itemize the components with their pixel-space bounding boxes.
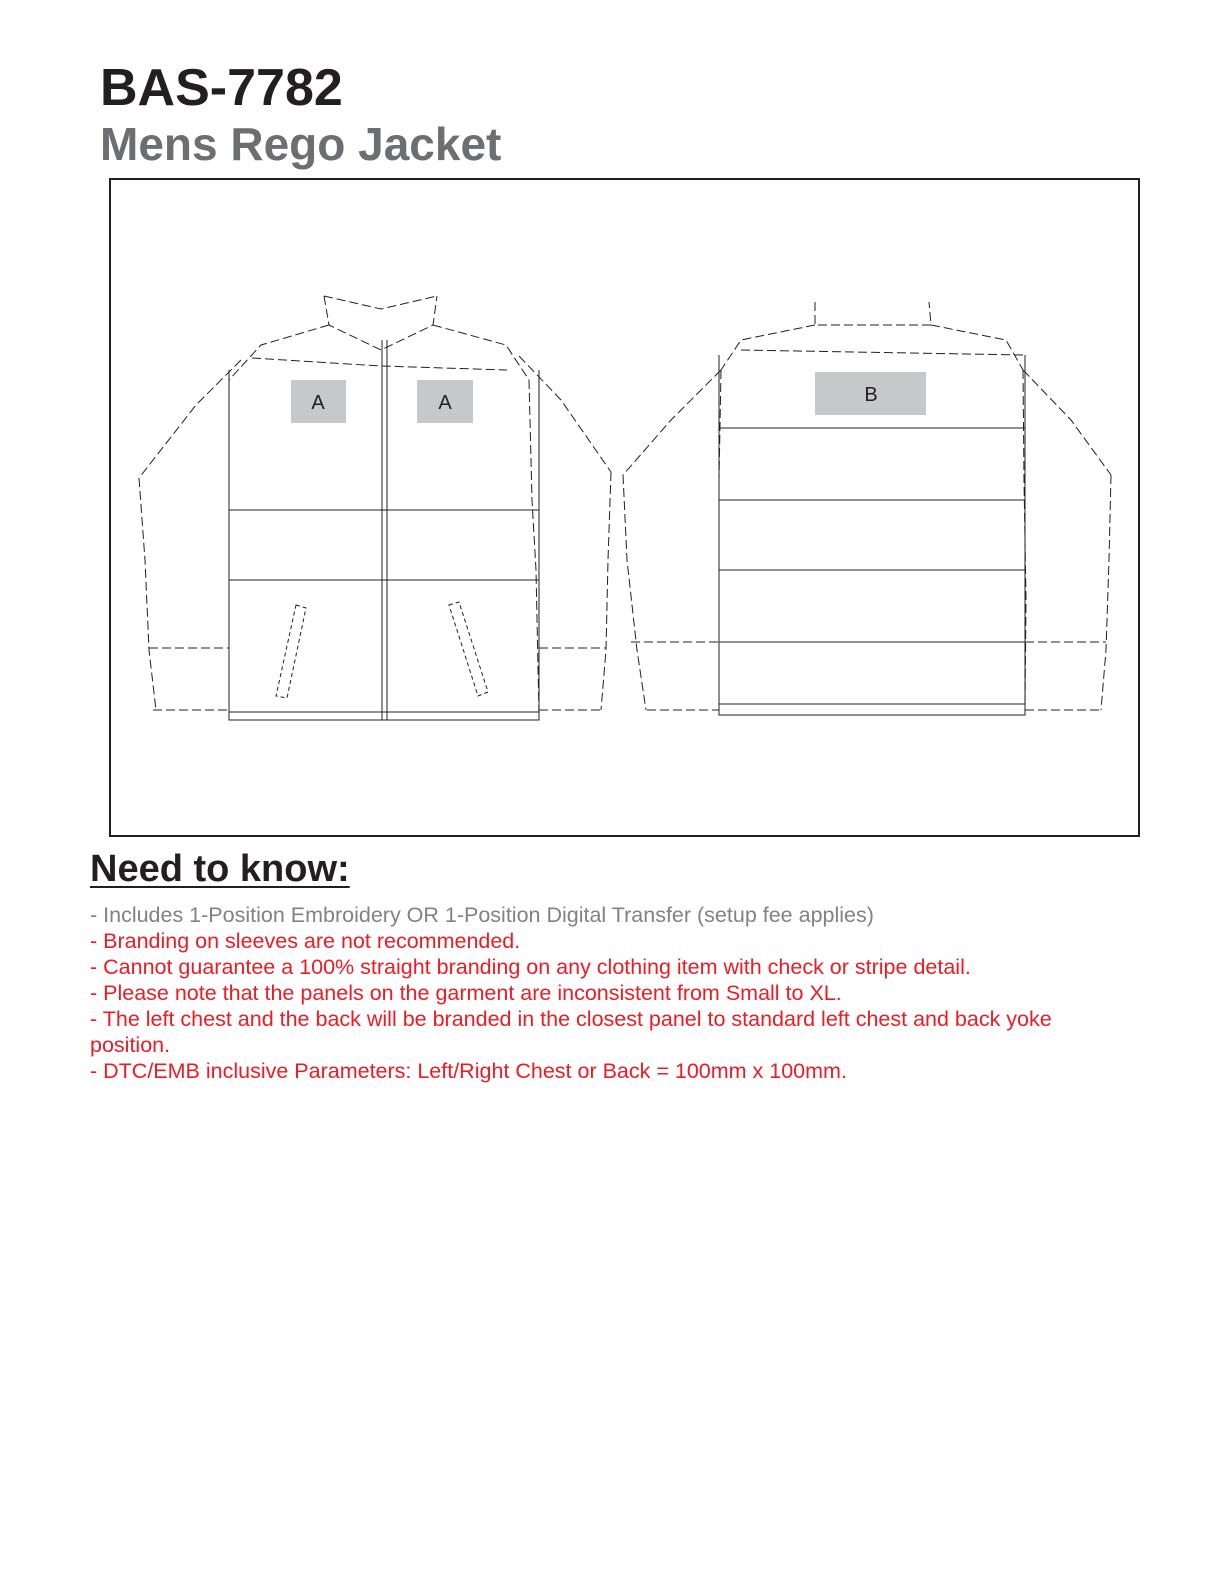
- note-item: - Please note that the panels on the garment are inconsistent from Small to XL.: [90, 981, 842, 1005]
- position-a-left-label: A: [311, 392, 325, 414]
- jacket-back-view: [623, 302, 1111, 710]
- note-item: - DTC/EMB inclusive Parameters: Left/Right Chest or Back = 100mm x 100mm.: [90, 1059, 847, 1083]
- position-b-label: B: [864, 384, 878, 406]
- need-to-know-heading: Need to know:: [90, 848, 350, 890]
- note-item: - Includes 1-Position Embroidery OR 1-Position Digital Transfer (setup fee applies): [90, 903, 874, 927]
- note-item: - The left chest and the back will be branded in the closest panel to standard left chest and back yoke position.: [90, 1007, 1052, 1057]
- product-code: BAS-7782: [100, 59, 343, 117]
- product-name: Mens Rego Jacket: [100, 118, 502, 170]
- position-a-right-label: A: [438, 392, 452, 414]
- jacket-front-view: [139, 296, 611, 715]
- note-item: - Branding on sleeves are not recommended.: [90, 929, 521, 953]
- need-to-know-list: [90, 902, 1130, 1084]
- garment-diagram-frame: [109, 178, 1140, 837]
- note-item: - Cannot guarantee a 100% straight branding on any clothing item with check or stripe detail.: [90, 955, 971, 979]
- jacket-technical-drawing: [111, 180, 1138, 835]
